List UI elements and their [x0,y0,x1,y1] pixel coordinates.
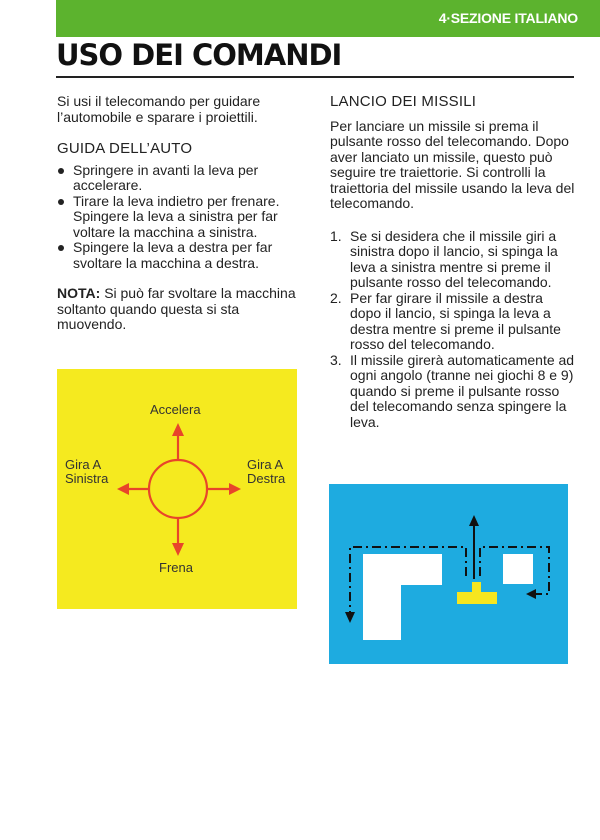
missile-path-diagram [329,484,568,664]
turn-left-label [65,458,108,486]
list-item-text: Springere in avanti la leva per accelerare. [73,161,259,193]
list-item [57,240,307,271]
driving-heading: GUIDA DELL’AUTO [57,140,193,157]
list-item-text: Il missile girerà automaticamente ad ogni angolo (tranne nei giochi 8 e 9) quando si preme il pulsante rosso del telecomando senza spingere la leva. [350,351,575,430]
missile-trajectory-icon [329,484,568,664]
joystick-diagram [57,369,297,609]
list-item-text: Se si desidera che il missile giri a sinistra dopo il lancio, si spinga la leva a sinistra mentre si preme il pulsante rosso del telecomando. [350,227,558,290]
missiles-intro: Per lanciare un missile si prema il pulsante rosso del telecomando. Dopo aver lanciato un missile, questo può seguire tre traiettorie. Si controlli la traiettoria del missile usando la leva del telecomando. [330,117,575,211]
page-title: USO DEI COMANDI [56,38,342,72]
list-item-text: Per far girare il missile a destra dopo il lancio, si spinga la leva a destra mentre si preme il pulsante rosso del telecomando. [350,289,561,352]
driving-list [57,163,307,272]
list-item [330,229,575,291]
turn-left-label-line1: Gira A [65,457,102,472]
wall-block-right [503,554,533,584]
step-number: 3. [330,351,342,368]
intro-paragraph: Si usi il telecomando per guidare l’automobile e sparare i proiettili. [57,93,261,125]
brake-label: Frena [159,560,193,575]
list-item [330,353,575,431]
missiles-heading: LANCIO DEI MISSILI [330,93,477,110]
list-item-text: Tirare la leva indietro per frenare. Spingere la leva a sinistra per far voltare la macchina a sinistra. [73,192,280,240]
turn-right-label-line2: Destra [247,471,286,486]
note-paragraph [57,286,307,333]
turn-left-label-line2: Sinistra [65,471,109,486]
launcher-icon [457,582,497,604]
section-label: 4·SEZIONE ITALIANO [438,10,578,26]
bullet-icon [58,245,64,251]
step-number: 2. [330,289,342,306]
left-column [57,94,307,333]
list-item [57,163,307,194]
list-item-text: Spingere la leva a destra per far svoltare la macchina a destra. [73,239,273,271]
title-divider [56,76,574,78]
wall-block-left [363,554,442,640]
missiles-steps [330,229,575,431]
section-header-band [56,0,600,37]
bullet-icon [58,199,64,205]
accelerate-label: Accelera [150,402,201,417]
step-number: 1. [330,227,342,244]
bullet-icon [58,168,64,174]
turn-right-label [247,458,285,486]
turn-right-label-line1: Gira A [247,457,284,472]
list-item [57,194,307,241]
right-column [330,94,575,430]
note-label: NOTA: [57,285,101,301]
list-item [330,291,575,353]
note-text: Si può far svoltare la macchina soltanto quando questa si sta muovendo. [57,285,296,332]
